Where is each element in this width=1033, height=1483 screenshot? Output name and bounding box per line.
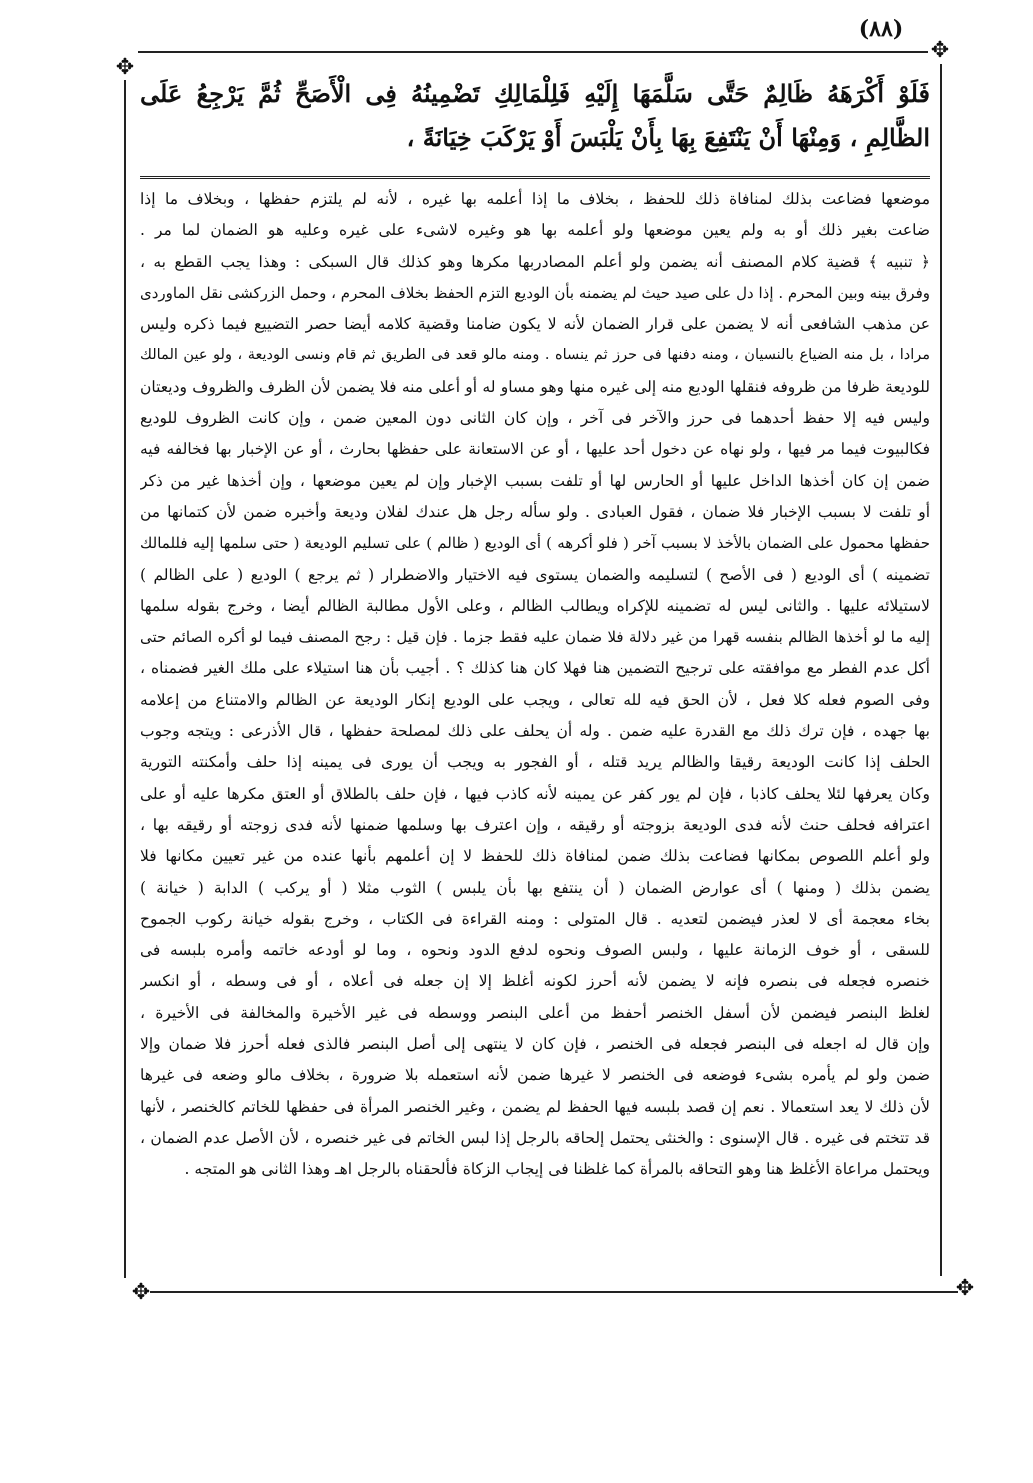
commentary-line: ضمن إن كان أخذها الداخل عليها أو الحارس لها أو تلفت بسبب الإخبار وإن لم يعين موضعها ، وإن أخذها غير من ذكر — [140, 471, 930, 490]
commentary-line: فكالبيوت فيما مر فيها ، ولو نهاه عن دخول أحد عليها ، أو عن الاستعانة على حفظها بحارث ، أو عن الإخبار بها فخالفه فيه — [140, 440, 930, 459]
commentary-line: خنصره فجعله فى بنصره فإنه لا يضمن لأنه أحرز لكونه أغلظ إلا إن جعله فى أعلاه ، أو فى وسطه ، أو انكسر — [140, 972, 930, 991]
commentary-text — [140, 184, 930, 1282]
commentary-line: ﴿ تنبيه ﴾ قضية كلام المصنف أنه يضمن ولو أعلم المصادربها مكرها وهو كذلك قال السبكى : وهذا يجب القطع به ، — [140, 252, 930, 271]
commentary-line: أكل عدم الفطر مع موافقته على ترجيح التضمين هنا فهلا كان هنا كذلك ؟ . أجيب بأن هنا استيلاء على ملك الغير فضمناه ، — [140, 659, 930, 678]
commentary-line: ولو أعلم اللصوص بمكانها فضاعت بذلك ضمن لمنافاة ذلك للحفظ لا إن أعلمهم بأنها عنده من غير تعيين مكانها فلا — [140, 847, 930, 866]
commentary-line: يضمن بذلك ( ومنها ) أى عوارض الضمان ( أن ينتفع بها بأن يلبس ) الثوب مثلا ( أو يركب ) الدابة ( خيانة ) — [140, 878, 930, 897]
commentary-line: اعترافه فحلف حنث لأنه فدى الوديعة بزوجته أو رقيقه ، وإن اعترف بها وسلمها ضمنها لأنه فدى زوجته أو رقيقه بها ، — [140, 815, 930, 834]
commentary-line: وكان يعرفها لئلا يحلف كاذبا ، فإن لم يور كفر عن يمينه لأنه كاذب فيها ، فإن حلف بالطلاق أو العتق مكرها عليه أو على — [140, 784, 930, 803]
corner-ornament-bottom-right-icon: ✥ — [955, 1276, 975, 1301]
commentary-line: لاستيلائه عليها . والثانى ليس له تضمينه للإكراه ويطالب الظالم ، وعلى الأول مطالبة الظالم أيضا ، وخرج بقوله سلمها — [140, 596, 930, 615]
commentary-line: وليس فيه إلا حفظ أحدهما فى حرز والآخر فى آخر ، وإن كان الثانى دون المعين ضمن ، وإن كانت الظروف للوديع — [140, 409, 930, 428]
commentary-line: وفى الصوم فعله كلا فعل ، لأن الحق فيه لله تعالى ، ويجب على الوديع إنكار الوديعة عن الظالم والامتناع من إعلامه — [140, 690, 930, 709]
commentary-line: بها جهده ، فإن ترك ذلك مع القدرة عليه ضمن . وله أن يحلف على ذلك لمصلحة حفظها ، قال الأذرعى : ويتجه وجوب — [140, 722, 930, 741]
frame-bottom-rule — [150, 1291, 958, 1293]
commentary-line: لغلظ البنصر فيضمن لأن أسفل الخنصر أحفظ من أعلى البنصر ووسطه فى غير الأخيرة والمخالفة فى الأخيرة ، — [140, 1003, 930, 1022]
commentary-line: حفظها محمول على الضمان بالأخذ لا بسبب آخر ( فلو أكرهه ) أى الوديع ( ظالم ) على تسليم الوديعة ( حتى سلمها إليه فللمالك — [140, 534, 930, 553]
commentary-line: لأن ذلك لا يعد استعمالا . نعم إن قصد بلبسه فيها الحفظ لم يضمن ، وغير الخنصر المرأة فى حفظها للخاتم كالخنصر ، لأنها — [140, 1097, 930, 1116]
corner-ornament-bottom-left-icon: ✥ — [131, 1280, 151, 1305]
frame-top-rule — [138, 51, 928, 53]
corner-ornament-top-right-icon: ✥ — [930, 38, 950, 63]
commentary-line: تضمينه ) أى الوديع ( فى الأصح ) لتسليمه والضمان يستوى فيه الاختيار والاضطرار ( ثم يرجع ) الوديع ( على الظالم ) — [140, 565, 930, 584]
commentary-line: للسقى ، أو خوف الزمانة عليها ، ولبس الصوف ونحوه لدفع الدود ونحوه ، وما لو أودعه خاتمه وأمره بلبسه فى — [140, 941, 930, 960]
commentary-line: الحلف إذا كانت الوديعة رقيقا والظالم يريد قتله ، أو الفجور به ويجب أن يورى فى يمينه إذا حلف وأمكنته التورية — [140, 753, 930, 772]
page-number: (٨٨) — [858, 16, 904, 42]
frame-right-rule — [940, 64, 942, 1276]
commentary-line: قد تتختم فى غيره . قال الإسنوى : والخنثى يحتمل إلحاقه بالرجل إذا لبس الخاتم فى غير خنصره ، لأن الأصل عدم الضمان ، — [140, 1128, 930, 1147]
commentary-line: مرادا ، بل منه الضياع بالنسيان ، ومنه دفنها فى حرز ثم ينساه . ومنه مالو قعد فى الطريق ثم قام ونسى الوديعة ، ولو عين المالك — [140, 347, 930, 364]
commentary-line: بخاء معجمة أى لا لعذر فيضمن لتعديه . قال المتولى : ومنه القراءة فى الكتاب ، وخرج بقوله خيانة ركوب الجموح — [140, 909, 930, 928]
commentary-line: وإن قال له اجعله فى البنصر فجعله فى الخنصر ، فإن كان لا ينتهى إلى أصل البنصر فالذى فعله أحرز فلا ضمان وإلا — [140, 1035, 930, 1054]
commentary-line: ويحتمل مراعاة الأغلظ هنا وهو التحاقه بالمرأة كما غلظنا فى إيجاب الزكاة فألحقناه بالرجل اهـ وهذا الثانى هو المتجه . — [184, 1160, 930, 1179]
commentary-line: للوديعة ظرفا من ظروفه فنقلها الوديع منه إلى غيره منها وهو مساو له أو أعلى منه فلا يضمن لأن الظرف والظروف وديعتان — [140, 377, 930, 396]
commentary-line: أو تلفت لا بسبب الإخبار فلا ضمان ، فقول العبادى . ولو سأله رجل هل عندك لفلان وديعة وأخبره ضمن لأن كتمانها من — [140, 502, 930, 521]
matn-commentary-divider — [140, 176, 930, 179]
commentary-line: موضعها فضاعت بذلك لمنافاة ذلك للحفظ ، بخلاف ما إذا أعلمه بها غيره ، لأنه لم يلتزم حفظها ، وبخلاف ما إذا — [140, 190, 930, 208]
commentary-line: ضمن ولو لم يأمره بشىء فوضعه فى الخنصر لا غيرها ضمن لأنه استعمله بلا ضرورة ، بخلاف مالو وضعه فى غيرها — [140, 1066, 930, 1085]
commentary-line: عن مذهب الشافعى أنه لا يضمن على قرار الضمان لأنه لا يكون ضامنا وقضية كلامه أيضا حصر التضييع فيما ذكره وليس — [140, 315, 930, 334]
corner-ornament-top-left-icon: ✥ — [115, 55, 135, 80]
matn-text: فَلَوْ أَكْرَهَهُ ظَالِمٌ حَتَّى سَلَّمَهَا إِلَيْهِ فَلِلْمَالِكِ تَضْمِينُهُ فِى الْأَصَحِّ ثُمَّ يَرْجِعُ عَلَى الظَّالِمِ ، وَمِنْهَا أَنْ يَنْتَفِعَ بِهَا بِأَنْ يَلْبَسَ أَوْ يَرْكَبَ خِيَانَةً ، — [140, 79, 930, 152]
commentary-line: إليه ما لو أخذها الظالم بنفسه قهرا من غير دلالة فلا ضمان عليه فقط جزما . فإن قيل : رجح المصنف فيما لو أكره الصائم حتى — [140, 628, 930, 647]
frame-left-rule — [124, 80, 126, 1278]
commentary-line: ضاعت بغير ذلك أو به ولم يعين موضعها ولو أعلمه بها هو وغيره لاشىء على غيره وعليه هو الضمان لما مر . — [140, 221, 930, 240]
commentary-line: وفرق بينه وبين المحرم . إذا دل على صيد حيث لم يضمنه بأن الوديع التزم الحفظ بخلاف المحرم ، وحمل الزركشى نقل الماوردى — [140, 283, 930, 302]
